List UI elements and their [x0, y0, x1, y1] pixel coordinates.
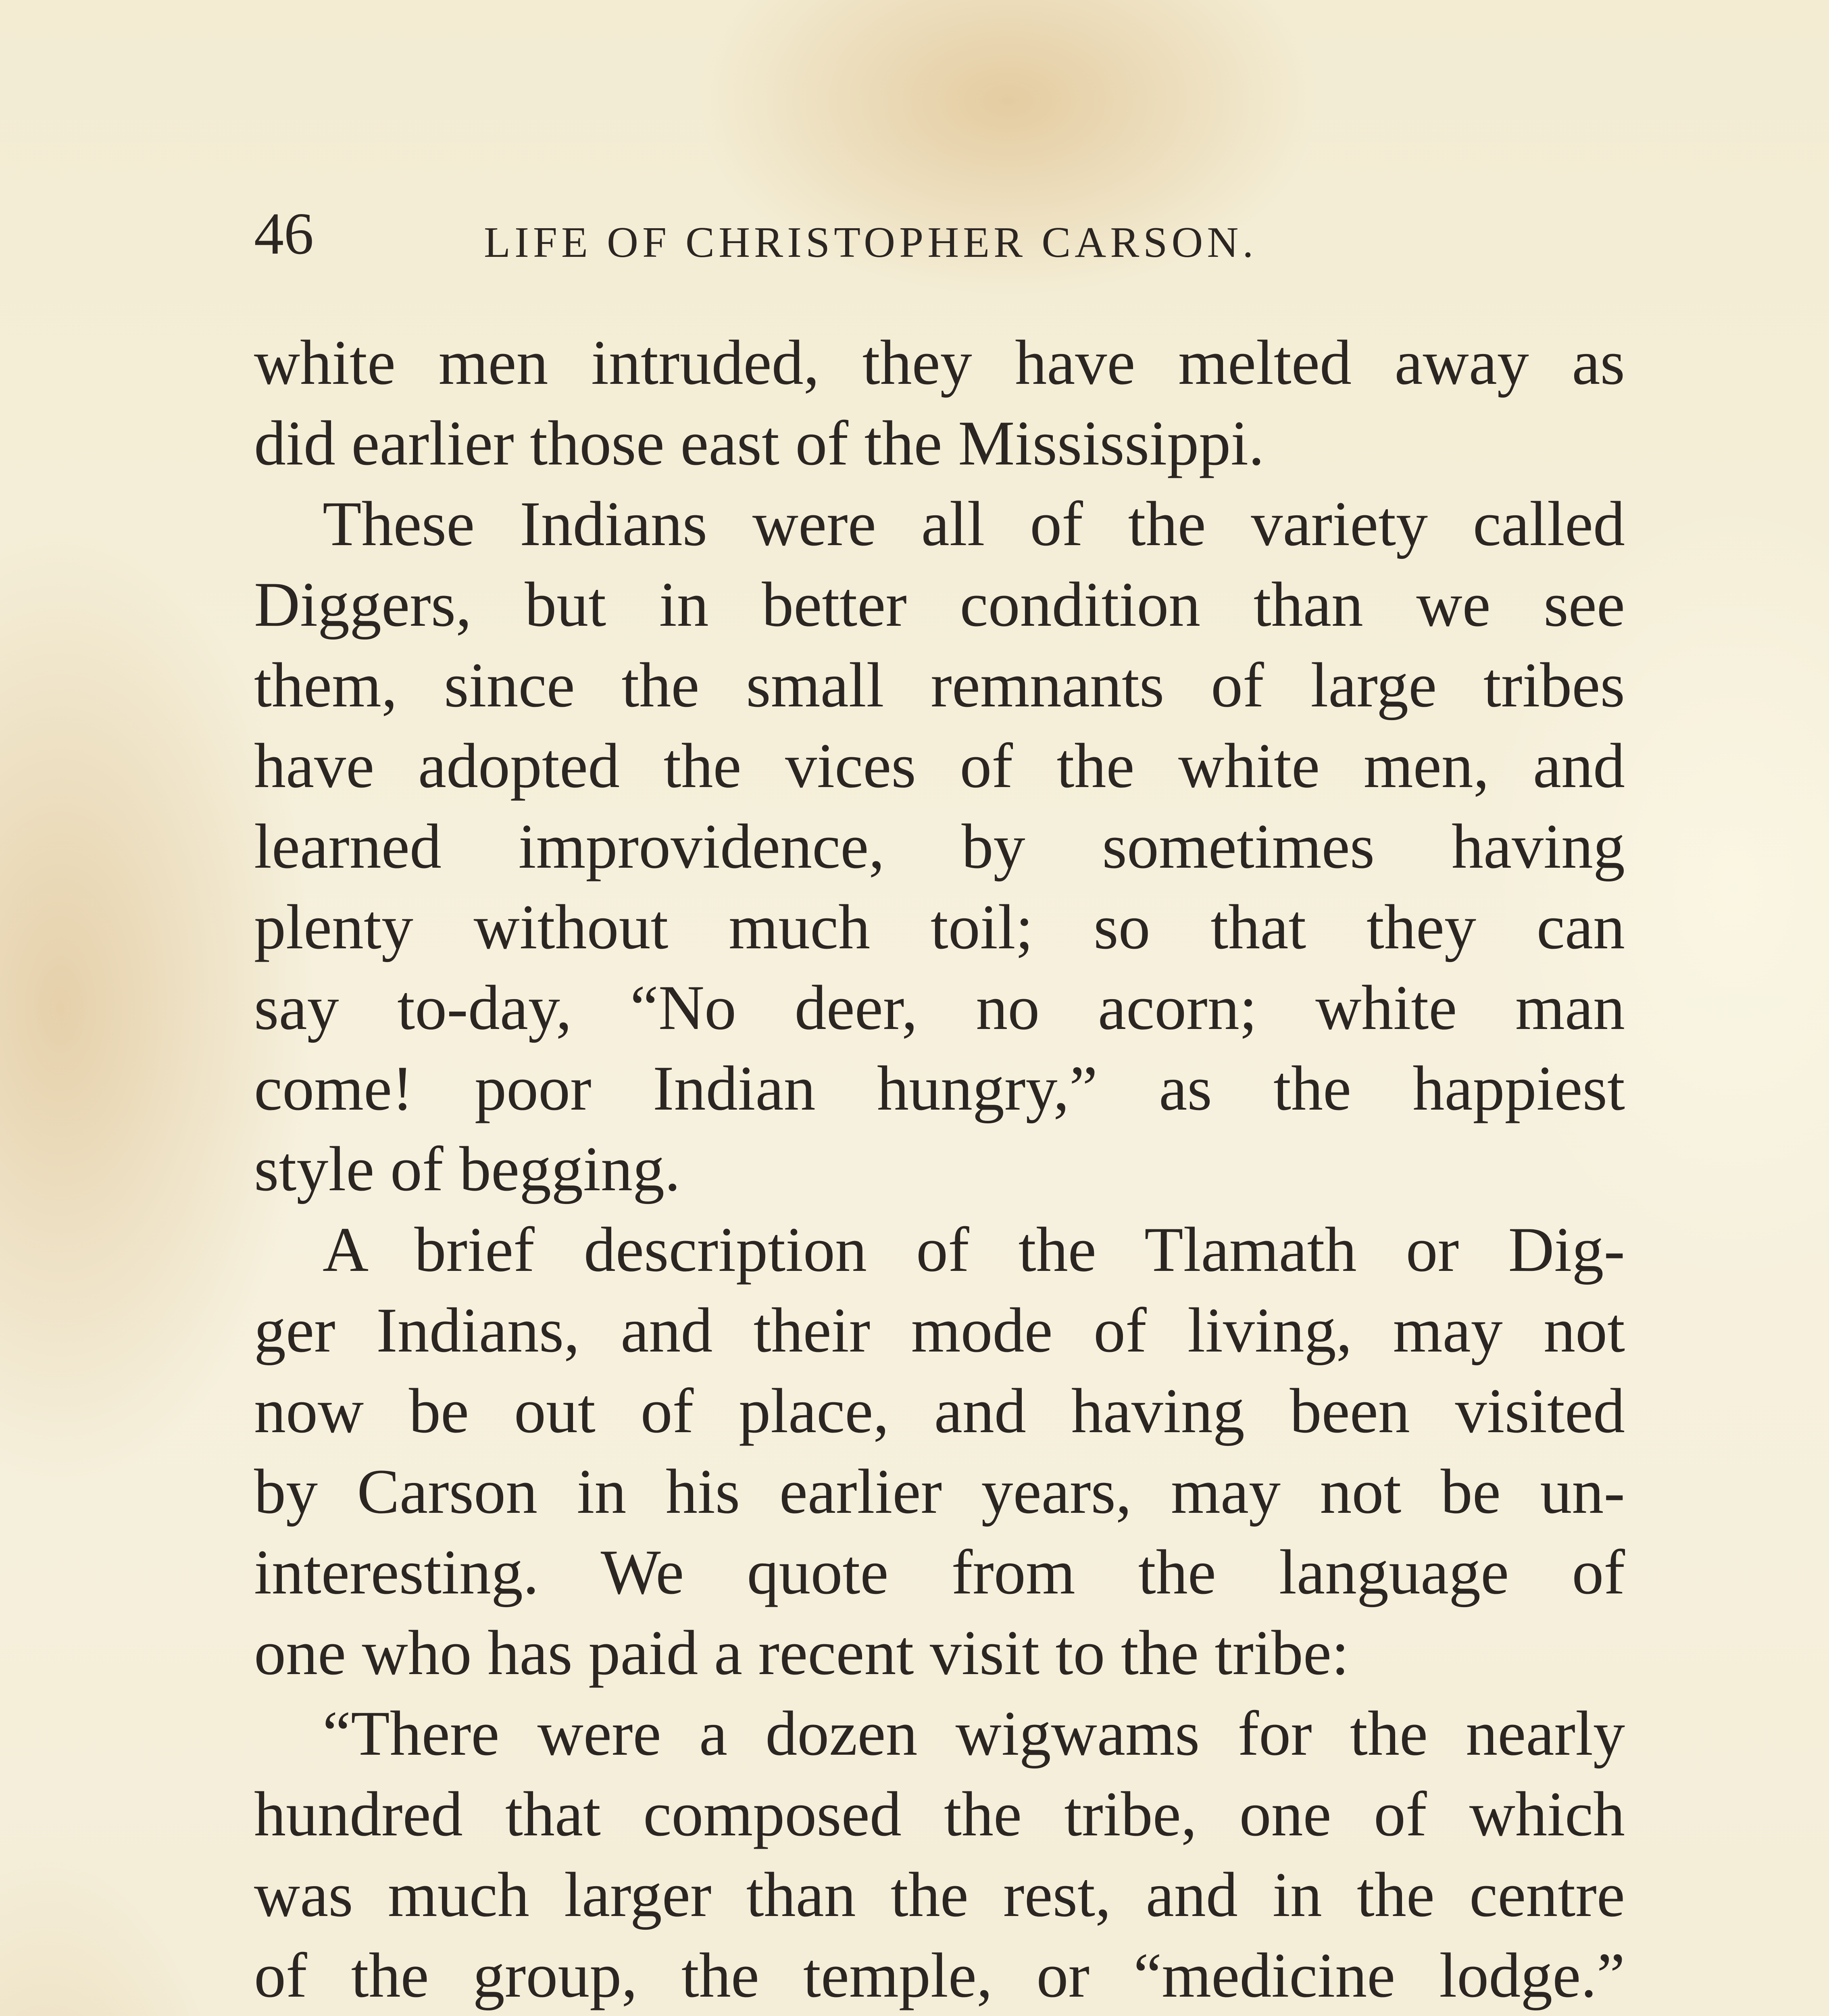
running-title: LIFE OF CHRISTOPHER CARSON.	[484, 219, 1258, 267]
text-line: Diggers, but in better condition than we see	[254, 569, 1625, 640]
text-line: style of begging.	[254, 1134, 681, 1204]
text-line: “There were a dozen wigwams for the nearly	[323, 1698, 1625, 1769]
text-line: did earlier those east of the Mississippi.	[254, 408, 1264, 479]
text-line: now be out of place, and having been visited	[254, 1376, 1625, 1446]
text-line: was much larger than the rest, and in the centre	[254, 1860, 1625, 1930]
body-text	[254, 323, 1625, 2016]
text-line: one who has paid a recent visit to the tribe:	[254, 1618, 1349, 1688]
text-line: These Indians were all of the variety called	[323, 489, 1625, 559]
text-line: learned improvidence, by sometimes having	[254, 811, 1625, 882]
text-line: A brief description of the Tlamath or Dig-	[323, 1214, 1625, 1285]
text-line: of the group, the temple, or “medicine lodge.”	[254, 1940, 1625, 2011]
text-line: them, since the small remnants of large tribes	[254, 650, 1625, 721]
text-line: white men intruded, they have melted away as	[254, 327, 1625, 398]
text-line: interesting. We quote from the language of	[254, 1537, 1625, 1608]
page-header	[254, 194, 1625, 274]
text-line: come! poor Indian hungry,” as the happiest	[254, 1053, 1625, 1124]
text-line: by Carson in his earlier years, may not be un-	[254, 1456, 1625, 1527]
text-line: ger Indians, and their mode of living, may not	[254, 1295, 1625, 1366]
text-line: hundred that composed the tribe, one of which	[254, 1779, 1625, 1849]
text-line: plenty without much toil; so that they can	[254, 892, 1625, 962]
text-line: have adopted the vices of the white men, and	[254, 731, 1625, 801]
text-line: say to-day, “No deer, no acorn; white man	[254, 973, 1625, 1043]
page-number: 46	[254, 201, 314, 267]
